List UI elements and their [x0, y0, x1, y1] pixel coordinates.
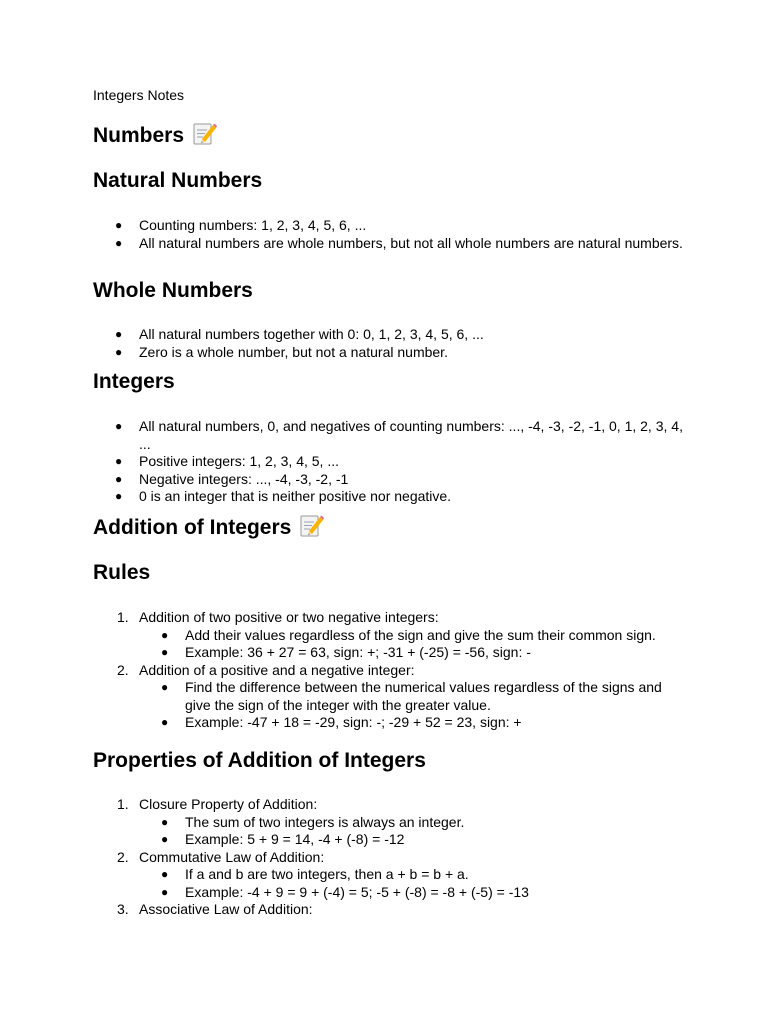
bullet-icon: ●: [161, 645, 169, 659]
addition-heading: [93, 513, 324, 541]
list-item: ● All natural numbers together with 0: 0, 1, 2, 3, 4, 5, 6, ...: [115, 326, 484, 342]
sub-list-item: ● Example: 5 + 9 = 14, -4 + (-8) = -12: [161, 831, 405, 847]
list-item: 2. Commutative Law of Addition:: [117, 848, 325, 865]
natural-numbers-heading: Natural Numbers: [93, 169, 263, 192]
sub-list-item: ● Example: -4 + 9 = 9 + (-4) = 5; -5 + (-8) = -8 + (-5) = -13: [161, 883, 529, 900]
list-item: ● Counting numbers: 1, 2, 3, 4, 5, 6, ...: [115, 217, 367, 233]
addition-heading-text: Addition of Integers: [93, 516, 292, 539]
bullet-icon: ●: [161, 715, 169, 729]
bullet-icon: ●: [115, 419, 123, 433]
whole-numbers-list: [93, 326, 683, 361]
list-item: ● Negative integers: ..., -4, -3, -2, -1: [115, 470, 349, 487]
document-title: Integers Notes: [93, 87, 185, 103]
numbers-heading-text: Numbers: [93, 124, 185, 147]
sub-list-item: ● Add their values regardless of the sign and give the sum their common sign.: [161, 626, 656, 643]
sub-list-item: ● Example: 36 + 27 = 63, sign: +; -31 + (-25) = -56, sign: -: [161, 644, 531, 660]
list-item: 2. Addition of a positive and a negative integer:: [117, 661, 415, 678]
properties-heading: Properties of Addition of Integers: [93, 749, 426, 772]
list-item: ● All natural numbers are whole numbers, but not all whole numbers are natural numbers.: [115, 234, 683, 251]
sub-list-item: ● Find the difference between the numerical values regardless of the signs and give the sign of the integer with the greater value.: [161, 679, 662, 713]
bullet-icon: ●: [115, 454, 123, 468]
list-item: ● Positive integers: 1, 2, 3, 4, 5, ...: [115, 453, 339, 469]
sub-list-item: ● Example: -47 + 18 = -29, sign: -; -29 + 52 = 23, sign: +: [161, 714, 522, 730]
bullet-icon: ●: [115, 327, 123, 341]
bullet-icon: ●: [115, 218, 123, 232]
bullet-icon: ●: [161, 832, 169, 846]
memo-pencil-icon: [192, 121, 217, 146]
whole-numbers-heading: Whole Numbers: [93, 279, 253, 302]
list-item: 1. Addition of two positive or two negative integers:: [117, 609, 439, 625]
bullet-icon: ●: [115, 344, 123, 359]
bullet-icon: ●: [161, 884, 169, 899]
bullet-icon: ●: [161, 680, 169, 694]
natural-numbers-list: [93, 217, 683, 252]
list-item: ● Zero is a whole number, but not a natural number.: [115, 343, 448, 360]
memo-pencil-icon: [299, 513, 324, 538]
bullet-icon: ●: [115, 489, 123, 503]
rules-heading: Rules: [93, 561, 151, 584]
bullet-icon: ●: [161, 867, 169, 881]
bullet-icon: ●: [161, 627, 169, 642]
list-item: 1. Closure Property of Addition:: [117, 796, 318, 812]
sub-list-item: ● If a and b are two integers, then a + b = b + a.: [161, 866, 469, 882]
bullet-icon: ●: [115, 471, 123, 486]
list-item: ● 0 is an integer that is neither positive nor negative.: [115, 488, 452, 504]
numbers-heading: [93, 121, 217, 149]
bullet-icon: ●: [161, 814, 169, 829]
rules-list: [93, 609, 683, 732]
integers-heading: Integers: [93, 370, 175, 393]
list-item: 3. Associative Law of Addition:: [117, 901, 313, 917]
list-item: ● All natural numbers, 0, and negatives of counting numbers: ..., -4, -3, -2, -1, 0, 1, 2, 3, 4, ...: [115, 418, 683, 452]
bullet-icon: ●: [115, 235, 123, 250]
integers-list: [93, 418, 683, 506]
properties-list: [93, 796, 683, 919]
sub-list-item: ● The sum of two integers is always an integer.: [161, 813, 465, 830]
